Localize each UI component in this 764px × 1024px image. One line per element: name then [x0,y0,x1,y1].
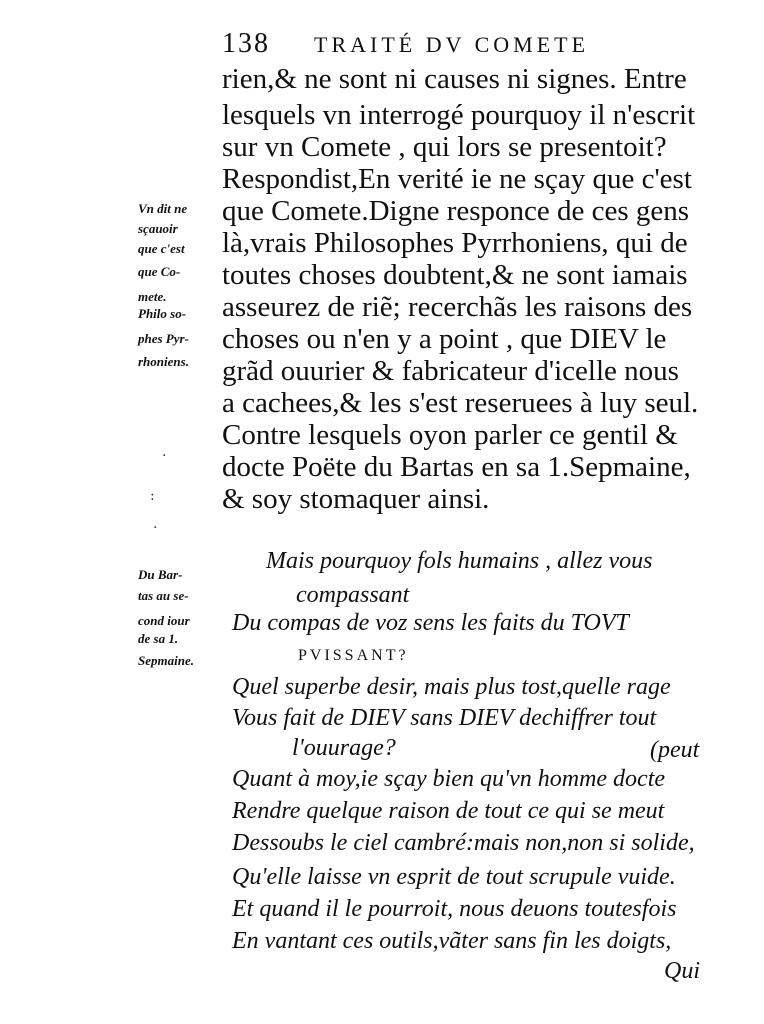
verse-line: Du compas de voz sens les faits du TOVT [232,610,629,636]
margin-note-line: que Co- [138,264,181,279]
margin-mark: · [162,448,167,464]
margin-mark: : [150,488,155,504]
prose-line: & soy stomaquer ainsi. [222,483,490,515]
margin-note-line: que c'est [138,241,185,256]
margin-note-line: sçauoir [138,221,178,236]
page-number: 138 [222,28,270,59]
verse-line: Mais pourquoy fols humains , allez vous [266,548,653,574]
margin-note-line: Philo so- [138,306,187,321]
verse-line: Et quand il le pourroit, nous deuons toutesfois [232,896,677,922]
margin-note-line: cond iour [138,613,190,628]
margin-note-line: tas au se- [138,588,189,603]
margin-note-line: Sepmaine. [138,653,194,668]
verse-line: En vantant ces outils,vãter sans fin les doigts, [232,928,672,954]
prose-line: que Comete.Digne responce de ces gens [222,195,690,227]
verse-line: Quel superbe desir, mais plus tost,quelle rage [232,674,671,700]
prose-line: a cachees,& les s'est reseruees à luy seul. [222,387,699,419]
prose-line: Contre lesquels oyon parler ce gentil & [222,419,678,451]
prose-line: grãd ouurier & fabricateur d'icelle nous [222,355,679,387]
prose-line: rien,& ne sont ni causes ni signes. Entre [222,63,687,95]
verse-line: compassant [296,582,410,608]
prose-line: toutes choses doubtent,& ne sont iamais [222,259,688,291]
verse-line: Qu'elle laisse vn esprit de tout scrupule vuide. [232,864,676,890]
prose-line: lesquels vn interrogé pourquoy il n'escrit [222,99,696,131]
margin-note-line: Du Bar- [138,567,183,582]
prose-line: docte Poëte du Bartas en sa 1.Sepmaine, [222,451,691,483]
prose-line: asseurez de riẽ; recerchãs les raisons des [222,291,693,323]
margin-note-line: de sa 1. [138,631,179,646]
margin-note-line: phes Pyr- [138,331,189,346]
verse-line: l'ouurage? [292,735,396,761]
verse-line: PVISSANT? [298,647,409,664]
prose-line: Respondist,En verité ie ne sçay que c'est [222,163,692,195]
verse-line: (peut [650,737,700,763]
margin-mark: · [153,520,158,536]
prose-line: choses ou n'en y a point , que DIEV le [222,323,667,355]
margin-note-line: rhoniens. [138,354,189,369]
verse-line: Dessoubs le ciel cambré:mais non,non si solide, [232,830,695,856]
verse-line: Rendre quelque raison de tout ce qui se meut [232,798,665,824]
verse-line: Vous fait de DIEV sans DIEV dechiffrer tout [232,705,657,731]
prose-line: là,vrais Philosophes Pyrrhoniens, qui de [222,227,688,259]
catchword: Qui [664,958,700,984]
prose-line: sur vn Comete , qui lors se presentoit? [222,131,667,163]
running-title: TRAITÉ DV COMETE [314,32,590,57]
margin-note-line: mete. [138,289,167,304]
verse-line: Quant à moy,ie sçay bien qu'vn homme docte [232,766,666,792]
margin-note-line: Vn dit ne [138,201,188,216]
